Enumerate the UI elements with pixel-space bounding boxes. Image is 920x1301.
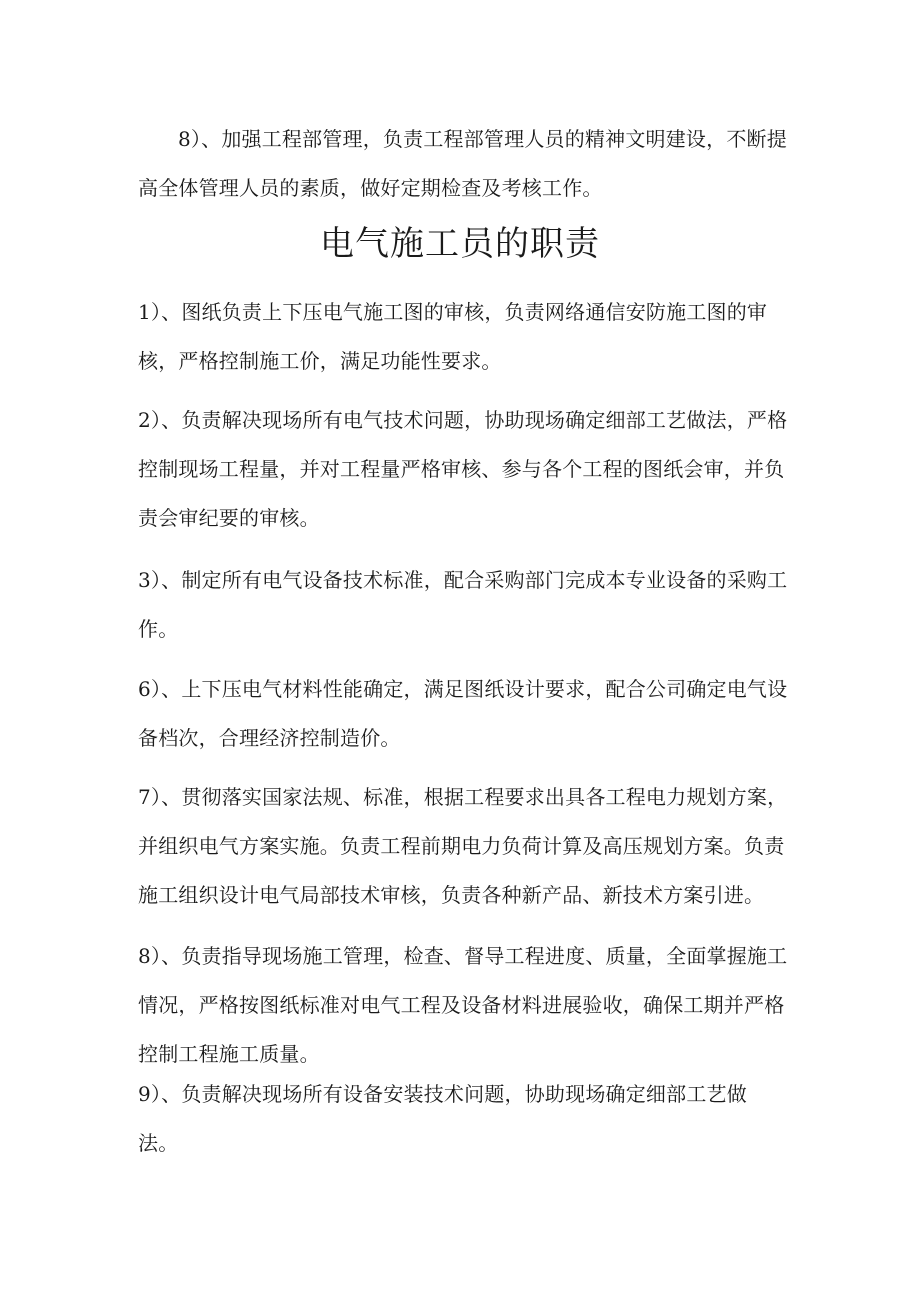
duty-item-6: 6）、上下压电气材料性能确定，满足图纸设计要求，配合公司确定电气设备档次，合理经济控制造价。	[138, 677, 788, 750]
intro-paragraph: 8）、加强工程部管理，负责工程部管理人员的精神文明建设，不断提高全体管理人员的素质，做好定期检查及考核工作。	[138, 127, 787, 200]
duty-item-7: 7）、贯彻落实国家法规、标准，根据工程要求出具各工程电力规划方案，并组织电气方案实施。负责工程前期电力负荷计算及高压规划方案。负责施工组织设计电气局部技术审核，负责各种新产品、新技术方案引进。	[138, 785, 788, 907]
duty-item-9: 9）、负责解决现场所有设备安装技术问题，协助现场确定细部工艺做法。	[138, 1082, 747, 1155]
duty-item-1: 1）、图纸负责上下压电气施工图的审核，负责网络通信安防施工图的审核，严格控制施工价，满足功能性要求。	[138, 300, 768, 373]
section-title: 电气施工员的职责	[320, 224, 600, 264]
duty-item-3: 3）、制定所有电气设备技术标准，配合采购部门完成本专业设备的采购工作。	[138, 568, 788, 641]
duty-item-8: 8）、负责指导现场施工管理，检查、督导工程进度、质量，全面掌握施工情况，严格按图纸标准对电气工程及设备材料进展验收，确保工期并严格控制工程施工质量。	[138, 944, 788, 1066]
duty-item-2: 2）、负责解决现场所有电气技术问题，协助现场确定细部工艺做法，严格控制现场工程量，并对工程量严格审核、参与各个工程的图纸会审，并负责会审纪要的审核。	[138, 408, 788, 530]
